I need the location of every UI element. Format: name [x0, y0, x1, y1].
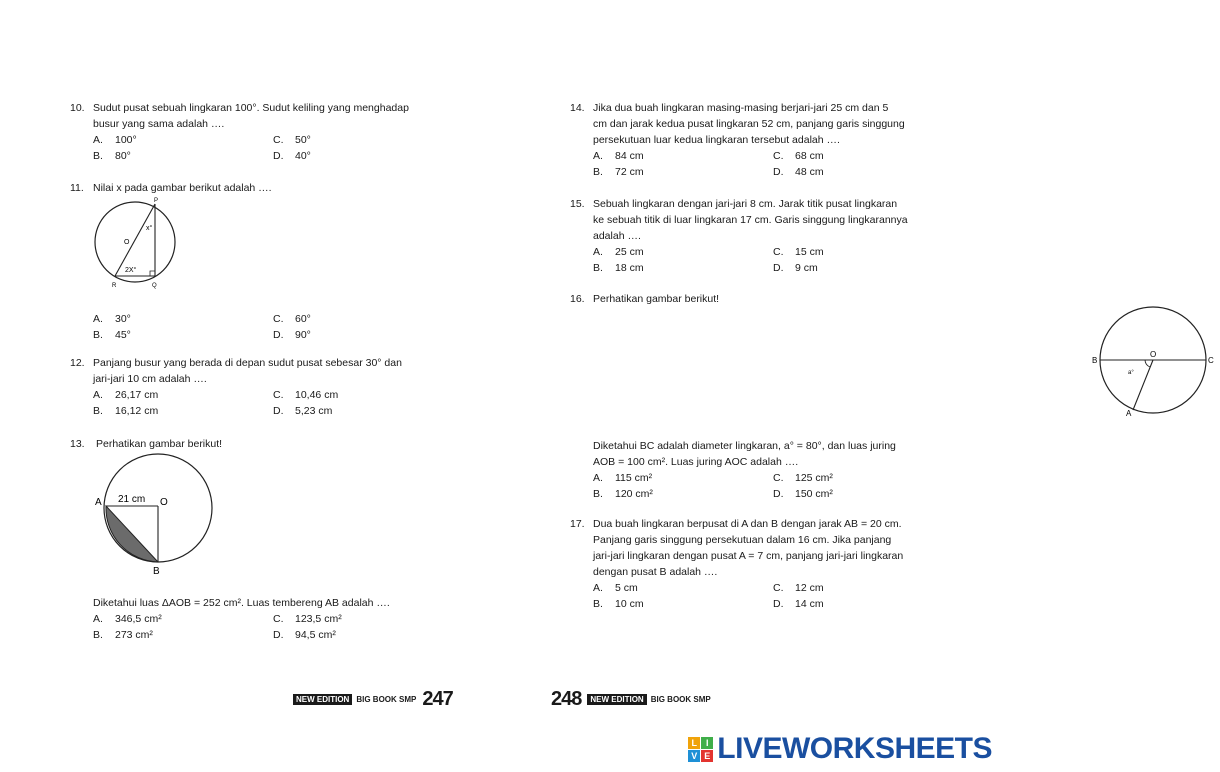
- question-number: 11.: [70, 182, 84, 194]
- option-c[interactable]: C. 60°: [273, 313, 311, 325]
- option-a[interactable]: A. 30°: [93, 313, 131, 325]
- option-c[interactable]: C. 68 cm: [773, 150, 824, 162]
- question-stem: Jika dua buah lingkaran masing-masing berjari-jari 25 cm dan 5 cm dan jarak kedua pusat lingkaran 52 cm, panjang garis singgung persekutuan luar kedua lingkaran tersebut adalah ….: [593, 102, 905, 146]
- question-stem: Perhatikan gambar berikut!: [96, 438, 223, 450]
- option-a[interactable]: A. 100°: [93, 134, 137, 146]
- page-footer-right: [551, 688, 717, 711]
- option-b[interactable]: B. 45°: [93, 329, 131, 341]
- question-number: 16.: [570, 293, 585, 305]
- option-a[interactable]: A. 115 cm²: [593, 472, 653, 484]
- label-angle: a°: [1128, 370, 1134, 376]
- label-b: B: [153, 566, 160, 577]
- question-12: [70, 355, 440, 419]
- option-c[interactable]: C. 125 cm²: [773, 472, 833, 484]
- edition-badge: NEW EDITION: [293, 694, 352, 705]
- left-page: [0, 0, 500, 772]
- option-d[interactable]: D. 90°: [273, 329, 311, 341]
- option-b[interactable]: B. 10 cm: [593, 598, 644, 610]
- label-a: A: [95, 497, 102, 508]
- liveworksheets-logo[interactable]: [688, 732, 992, 766]
- label-c: C: [1208, 356, 1214, 365]
- option-d[interactable]: D. 9 cm: [773, 262, 818, 274]
- option-b[interactable]: B. 16,12 cm: [93, 405, 159, 417]
- option-a[interactable]: A. 25 cm: [593, 246, 644, 258]
- logo-text: LIVEWORKSHEETS: [717, 732, 992, 765]
- page-number: 248: [551, 688, 582, 710]
- logo-blocks-icon: [688, 737, 713, 762]
- option-d[interactable]: D. 94,5 cm²: [273, 629, 336, 641]
- question-14: [570, 100, 928, 180]
- option-b[interactable]: B. 72 cm: [593, 166, 644, 178]
- option-b[interactable]: B. 80°: [93, 150, 131, 162]
- edition-badge: NEW EDITION: [587, 694, 646, 705]
- page-number: 247: [422, 688, 453, 710]
- logo-block-i: I: [701, 737, 713, 749]
- option-c[interactable]: C. 12 cm: [773, 582, 824, 594]
- question-number: 15.: [570, 198, 585, 210]
- options: [593, 148, 928, 180]
- question-stem: Dua buah lingkaran berpusat di A dan B dengan jarak AB = 20 cm. Panjang garis singgung persekutuan dalam 16 cm. Jika panjang jari-jari lingkaran dengan pusat A = 7 cm, panjang jari-jari lingkaran dengan pusat B adalah ….: [593, 518, 904, 578]
- question-17: [570, 516, 928, 612]
- question-10: [70, 100, 440, 164]
- option-c[interactable]: C. 15 cm: [773, 246, 824, 258]
- option-d[interactable]: D. 5,23 cm: [273, 405, 333, 417]
- options: [593, 580, 928, 612]
- option-c[interactable]: C. 10,46 cm: [273, 389, 339, 401]
- option-b[interactable]: B. 18 cm: [593, 262, 644, 274]
- option-c[interactable]: C. 123,5 cm²: [273, 613, 342, 625]
- question-number: 17.: [570, 518, 585, 530]
- right-page: [500, 0, 1214, 772]
- label-o: O: [1150, 350, 1157, 359]
- question-15: [570, 196, 928, 276]
- label-o: O: [160, 497, 168, 508]
- options: [93, 132, 440, 164]
- question-11: [70, 180, 440, 196]
- angle-arc: [1145, 360, 1150, 367]
- options: [593, 470, 928, 502]
- question-number: 12.: [70, 357, 85, 369]
- logo-block-v: V: [688, 750, 700, 762]
- shaded-segment: [106, 506, 158, 562]
- question-16-details: [570, 438, 928, 502]
- question-stem: Sudut pusat sebuah lingkaran 100°. Sudut keliling yang menghadap busur yang sama adalah ….: [93, 102, 409, 130]
- right-angle-mark: [150, 271, 155, 276]
- radius-oa: [1133, 360, 1153, 410]
- question-16: [570, 291, 928, 307]
- question-number: 14.: [570, 102, 585, 114]
- question-11-options: [70, 311, 440, 343]
- option-a[interactable]: A. 346,5 cm²: [93, 613, 162, 625]
- question-stem: Perhatikan gambar berikut!: [593, 293, 720, 305]
- options: [93, 311, 440, 343]
- question-stem: Nilai x pada gambar berikut adalah ….: [93, 182, 272, 194]
- label-b: B: [1092, 356, 1098, 365]
- option-a[interactable]: A. 84 cm: [593, 150, 644, 162]
- option-a[interactable]: A. 5 cm: [593, 582, 638, 594]
- label-radius: 21 cm: [118, 494, 146, 505]
- option-d[interactable]: D. 150 cm²: [773, 488, 833, 500]
- label-p: P: [154, 198, 159, 204]
- options: [93, 387, 440, 419]
- logo-block-l: L: [688, 737, 700, 749]
- question-number: 10.: [70, 102, 85, 114]
- option-a[interactable]: A. 26,17 cm: [93, 389, 159, 401]
- book-title: BIG BOOK SMP: [650, 695, 711, 704]
- label-q: Q: [152, 283, 157, 289]
- option-d[interactable]: D. 40°: [273, 150, 311, 162]
- question-13: [70, 436, 440, 452]
- chord-rp: [115, 204, 155, 276]
- option-b[interactable]: B. 120 cm²: [593, 488, 653, 500]
- option-d[interactable]: D. 48 cm: [773, 166, 824, 178]
- logo-block-e: E: [701, 750, 713, 762]
- page-footer-left: [293, 688, 453, 711]
- circle-figure-q11: [88, 196, 188, 292]
- option-c[interactable]: C. 50°: [273, 134, 311, 146]
- question-stem: Panjang busur yang berada di depan sudut pusat sebesar 30° dan jari-jari 10 cm adalah ….: [93, 357, 402, 385]
- question-stem: Diketahui BC adalah diameter lingkaran, a° = 80°, dan luas juring AOB = 100 cm². Luas juring AOC adalah ….: [593, 440, 896, 468]
- label-a: A: [1126, 409, 1132, 418]
- label-2x: 2X°: [125, 267, 137, 274]
- option-b[interactable]: B. 273 cm²: [93, 629, 153, 641]
- label-r: R: [112, 283, 117, 289]
- options: [93, 611, 440, 643]
- label-o: O: [124, 239, 130, 246]
- circle-figure-q13: [92, 458, 218, 580]
- book-title: BIG BOOK SMP: [356, 695, 417, 704]
- question-stem: Sebuah lingkaran dengan jari-jari 8 cm. Jarak titik pusat lingkaran ke sebuah titik di luar lingkaran 17 cm. Garis singgung lingkarannya adalah ….: [593, 198, 908, 242]
- question-number: 13.: [70, 438, 85, 450]
- circle-figure-q16: [1090, 304, 1220, 420]
- option-d[interactable]: D. 14 cm: [773, 598, 824, 610]
- question-13-details: [70, 595, 440, 643]
- label-x: x°: [146, 225, 153, 232]
- question-stem: Diketahui luas ΔAOB = 252 cm². Luas tembereng AB adalah ….: [93, 597, 390, 609]
- options: [593, 244, 928, 276]
